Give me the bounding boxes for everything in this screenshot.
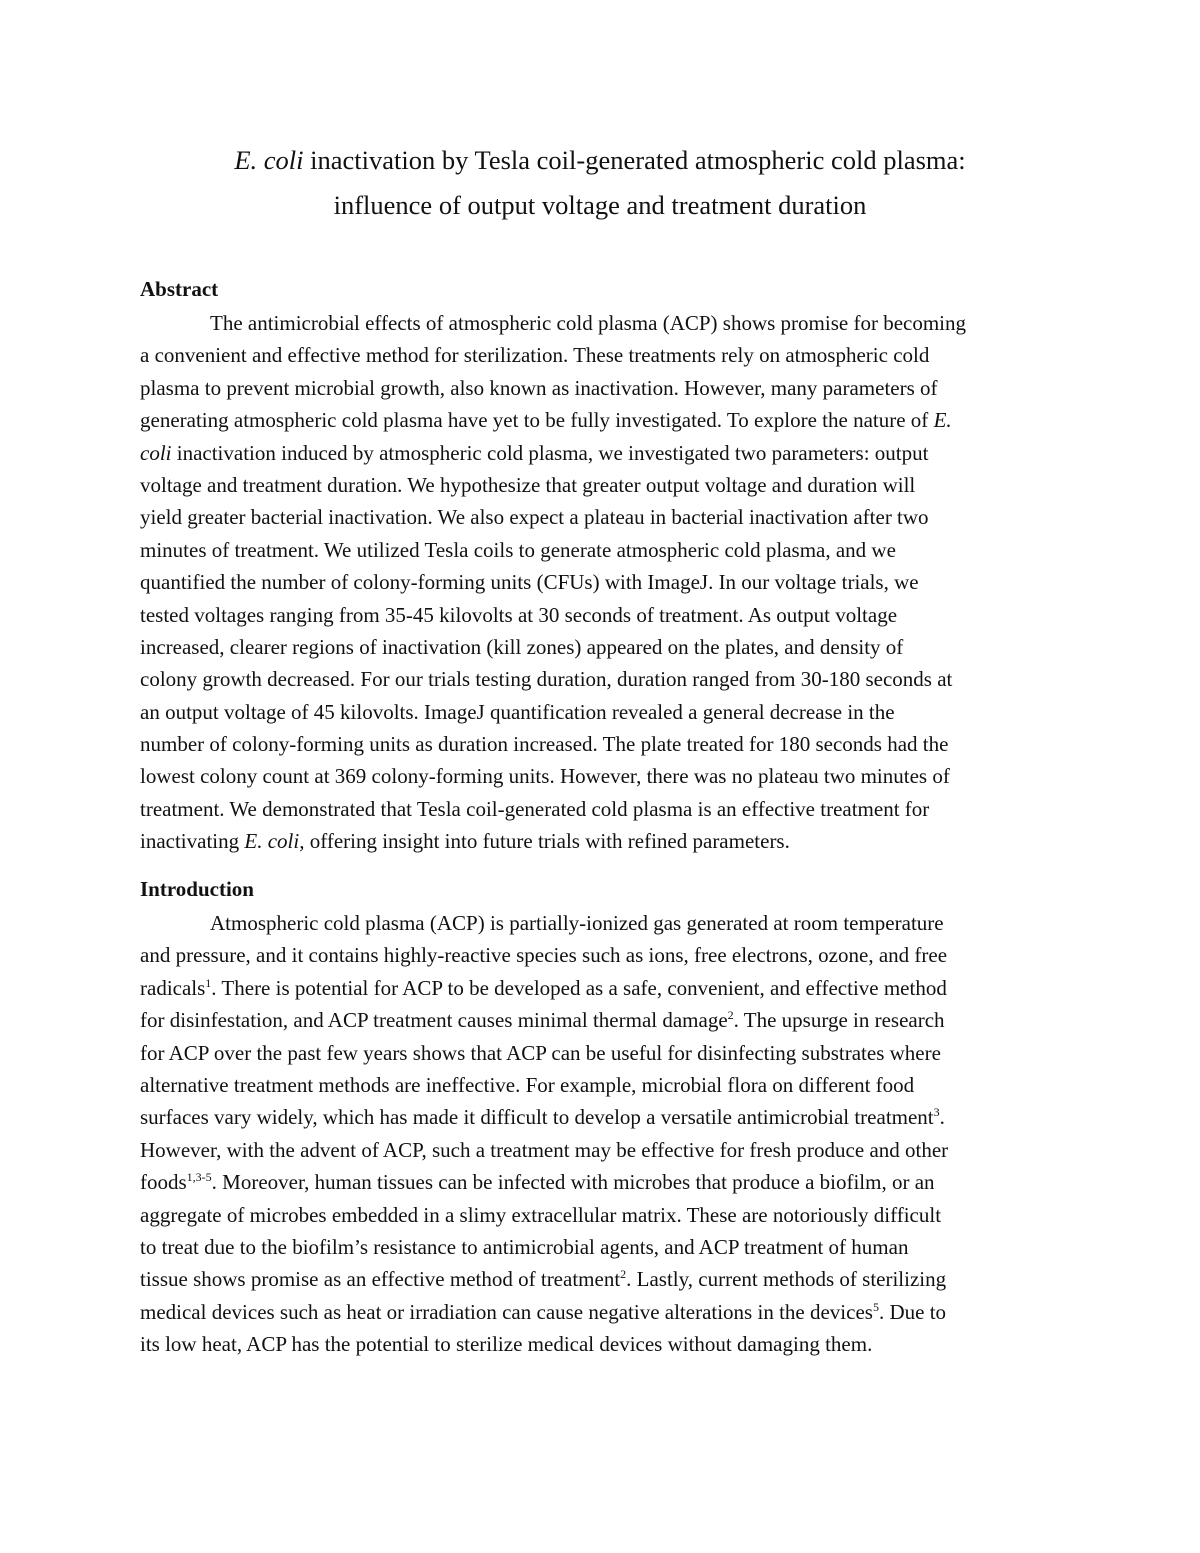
title-line-1 <box>100 138 1100 183</box>
text-segment: inactivating <box>140 829 245 854</box>
paper-title <box>100 138 1100 228</box>
text-line <box>140 631 1070 663</box>
citation-superscript: 1 <box>205 975 212 990</box>
text-line <box>140 1166 1070 1198</box>
title-line-2: influence of output voltage and treatment duration <box>333 190 867 220</box>
text-segment: medical devices such as heat or irradiation can cause negative alterations in the devices <box>140 1299 873 1324</box>
text-line <box>140 1134 1070 1166</box>
text-line <box>140 437 1070 469</box>
text-line <box>140 1296 1070 1328</box>
title-line-1-text: inactivation by Tesla coil-generated atmospheric cold plasma: <box>303 145 966 175</box>
text-line <box>140 1231 1070 1263</box>
text-segment: treatment. We demonstrated that Tesla coil-generated cold plasma is an effective treatment for <box>140 796 930 821</box>
text-line <box>140 728 1070 760</box>
text-line <box>140 1037 1070 1069</box>
text-line <box>140 663 1070 695</box>
text-line <box>140 1328 1070 1360</box>
text-segment: aggregate of microbes embedded in a slimy extracellular matrix. These are notoriously difficult <box>140 1202 942 1227</box>
text-segment: and pressure, and it contains highly-reactive species such as ions, free electrons, ozone, and free <box>140 943 948 968</box>
text-segment: offering insight into future trials with refined parameters. <box>304 829 790 854</box>
italic-text: E. coli, <box>244 829 305 854</box>
italic-text: E. <box>933 408 952 433</box>
text-line <box>140 793 1070 825</box>
text-line <box>140 1004 1070 1036</box>
text-line <box>140 1199 1070 1231</box>
citation-superscript: 2 <box>727 1008 734 1023</box>
text-segment: alternative treatment methods are ineffective. For example, microbial flora on different food <box>140 1072 915 1097</box>
abstract-body <box>140 307 1070 858</box>
text-segment: radicals <box>140 975 206 1000</box>
text-segment: foods <box>140 1170 187 1195</box>
title-species-name: E. coli <box>234 145 304 175</box>
introduction-heading: Introduction <box>140 877 254 901</box>
text-line <box>140 339 1070 371</box>
citation-superscript: 5 <box>872 1299 879 1314</box>
text-line <box>140 972 1070 1004</box>
introduction-body <box>140 907 1070 1360</box>
text-line <box>140 404 1070 436</box>
text-segment: for disinfestation, and ACP treatment causes minimal thermal damage <box>140 1008 728 1033</box>
text-line <box>140 372 1070 404</box>
text-line <box>140 599 1070 631</box>
text-segment: . Due to <box>878 1299 947 1324</box>
text-segment: . Moreover, human tissues can be infected with microbes that produce a biofilm, or an <box>211 1170 935 1195</box>
text-line <box>140 1101 1070 1133</box>
text-segment: for ACP over the past few years shows that ACP can be useful for disinfecting substrates where <box>140 1040 941 1065</box>
citation-superscript: 3 <box>933 1105 940 1120</box>
text-segment: minutes of treatment. We utilized Tesla coils to generate atmospheric cold plasma, and we <box>140 537 896 562</box>
text-line <box>140 907 1070 939</box>
text-line <box>140 696 1070 728</box>
text-line <box>140 534 1070 566</box>
italic-text: coli <box>140 440 172 465</box>
citation-superscript: 1,3-5 <box>186 1170 212 1185</box>
text-line <box>140 501 1070 533</box>
text-line <box>140 1069 1070 1101</box>
text-segment: inactivation induced by atmospheric cold plasma, we investigated two parameters: output <box>171 440 929 465</box>
text-segment: voltage and treatment duration. We hypothesize that greater output voltage and duration will <box>140 472 916 497</box>
text-segment: tested voltages ranging from 35-45 kilovolts at 30 seconds of treatment. As output voltage <box>140 602 898 627</box>
text-segment: quantified the number of colony-forming units (CFUs) with ImageJ. In our voltage trials, we <box>140 570 919 595</box>
text-segment: . Lastly, current methods of sterilizing <box>626 1267 947 1292</box>
text-line <box>140 825 1070 857</box>
text-line <box>140 760 1070 792</box>
text-line <box>140 307 1070 339</box>
text-segment: number of colony-forming units as duration increased. The plate treated for 180 seconds had the <box>140 732 949 757</box>
text-line <box>140 566 1070 598</box>
text-segment: tissue shows promise as an effective method of treatment <box>140 1267 621 1292</box>
text-line <box>140 1263 1070 1295</box>
text-segment: an output voltage of 45 kilovolts. ImageJ quantification revealed a general decrease in the <box>140 699 895 724</box>
text-segment: plasma to prevent microbial growth, also known as inactivation. However, many parameters of <box>140 375 938 400</box>
text-segment: surfaces vary widely, which has made it difficult to develop a versatile antimicrobial treatment <box>140 1105 934 1130</box>
text-segment: lowest colony count at 369 colony-forming units. However, there was no plateau two minutes of <box>140 764 950 789</box>
text-segment: a convenient and effective method for sterilization. These treatments rely on atmospheric cold <box>140 343 930 368</box>
text-segment: . The upsurge in research <box>733 1008 945 1033</box>
text-segment: Atmospheric cold plasma (ACP) is partially-ionized gas generated at room temperature <box>210 911 944 935</box>
text-segment: The antimicrobial effects of atmospheric cold plasma (ACP) shows promise for becoming <box>210 311 966 335</box>
abstract-heading: Abstract <box>140 277 219 301</box>
text-segment: . <box>939 1105 945 1130</box>
text-line <box>140 469 1070 501</box>
text-segment: to treat due to the biofilm’s resistance to antimicrobial agents, and ACP treatment of human <box>140 1234 909 1259</box>
text-segment: its low heat, ACP has the potential to sterilize medical devices without damaging them. <box>140 1332 873 1357</box>
text-segment: increased, clearer regions of inactivation (kill zones) appeared on the plates, and density of <box>140 634 904 659</box>
text-segment: colony growth decreased. For our trials testing duration, duration ranged from 30-180 seconds at <box>140 667 953 692</box>
text-line <box>140 939 1070 971</box>
text-segment: However, with the advent of ACP, such a treatment may be effective for fresh produce and other <box>140 1137 949 1162</box>
text-segment: . There is potential for ACP to be developed as a safe, convenient, and effective method <box>211 975 947 1000</box>
text-segment: generating atmospheric cold plasma have yet to be fully investigated. To explore the nature of <box>140 408 934 433</box>
citation-superscript: 2 <box>620 1267 627 1282</box>
text-segment: yield greater bacterial inactivation. We also expect a plateau in bacterial inactivation after two <box>140 505 929 530</box>
